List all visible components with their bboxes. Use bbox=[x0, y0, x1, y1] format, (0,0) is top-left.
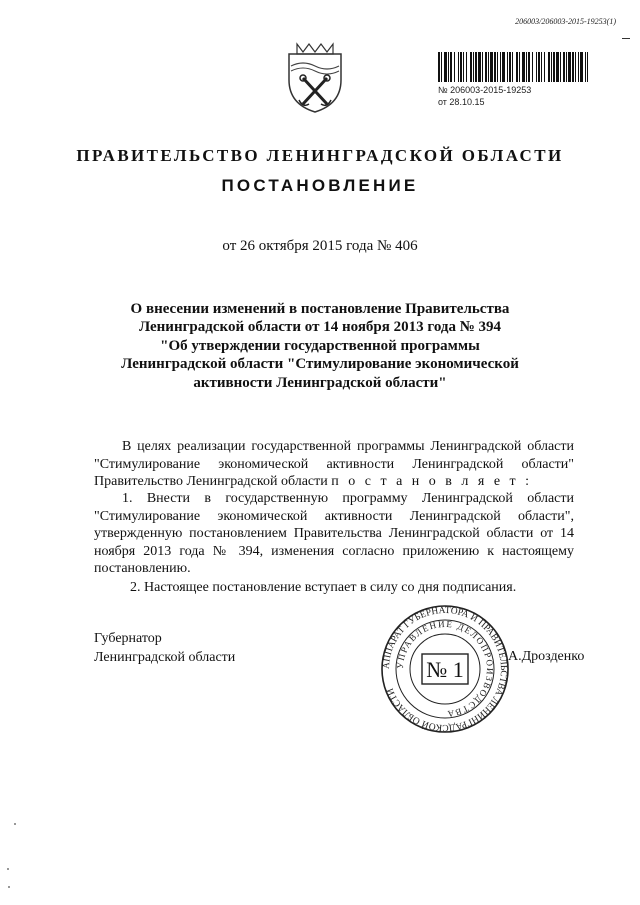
subject-line: Ленинградской области от 14 ноября 2013 года № 394 bbox=[138, 319, 502, 336]
barcode-bar bbox=[587, 52, 588, 82]
barcode-bar bbox=[460, 52, 462, 82]
scan-speck bbox=[8, 886, 10, 888]
barcode-bar bbox=[485, 52, 487, 82]
barcode-bar bbox=[482, 52, 483, 82]
scan-speck bbox=[7, 868, 9, 870]
barcode-bar bbox=[575, 52, 576, 82]
corner-mark bbox=[622, 38, 630, 39]
barcode-bar bbox=[553, 52, 555, 82]
barcode-bar bbox=[494, 52, 496, 82]
stamp-outer-text: АППАРАТ ГУБЕРНАТОРА И ПРАВИТЕЛЬСТВА ЛЕНИНГРАДСКОЙ ОБЛАСТИ bbox=[381, 605, 509, 733]
barcode-bar bbox=[448, 52, 449, 82]
subject-line: Ленинградской области "Стимулирование экономической bbox=[121, 356, 519, 373]
barcode-bar bbox=[490, 52, 493, 82]
signatory-name: А.Дрозденко bbox=[508, 649, 585, 664]
document-subject bbox=[120, 300, 520, 392]
subject-line: "Об утверждении государственной программы bbox=[160, 337, 480, 354]
barcode-bar bbox=[463, 52, 464, 82]
barcode-bar bbox=[519, 52, 520, 82]
barcode-bar bbox=[478, 52, 481, 82]
signatory-region: Ленинградской области bbox=[94, 650, 236, 665]
barcode-bar bbox=[541, 52, 542, 82]
registration-info bbox=[438, 84, 531, 108]
signatory-role bbox=[94, 629, 235, 667]
barcode-bar bbox=[580, 52, 583, 82]
barcode-bar bbox=[507, 52, 508, 82]
barcode-bar bbox=[454, 52, 455, 82]
document-type: ПОСТАНОВЛЕНИЕ bbox=[221, 176, 419, 195]
document-date: от 26 октября 2015 года № 406 bbox=[222, 238, 418, 254]
item-2-paragraph: 2. Настоящее постановление вступает в силу со дня подписания. bbox=[130, 580, 517, 595]
barcode-bar bbox=[458, 52, 459, 82]
official-stamp bbox=[380, 604, 510, 734]
barcode-bar bbox=[470, 52, 472, 82]
barcode-bar bbox=[502, 52, 505, 82]
intro-paragraph bbox=[94, 438, 574, 491]
barcode-bar bbox=[475, 52, 477, 82]
signatory-title: Губернатор bbox=[94, 631, 162, 646]
barcode-bar bbox=[560, 52, 561, 82]
government-title: ПРАВИТЕЛЬСТВО ЛЕНИНГРАДСКОЙ ОБЛАСТИ bbox=[76, 146, 564, 165]
barcode-bar bbox=[536, 52, 537, 82]
barcode-bar bbox=[568, 52, 571, 82]
barcode-bar bbox=[500, 52, 501, 82]
barcode-bar bbox=[526, 52, 527, 82]
barcode-bar bbox=[551, 52, 552, 82]
stamp-inner-text: УПРАВЛЕНИЕ ДЕЛОПРОИЗВОДСТВА bbox=[394, 618, 496, 720]
barcode-bar bbox=[585, 52, 586, 82]
barcode-bar bbox=[466, 52, 467, 82]
barcode-bar bbox=[438, 52, 440, 82]
barcode-bar bbox=[563, 52, 565, 82]
barcode-bar bbox=[450, 52, 452, 82]
scan-speck bbox=[14, 823, 16, 825]
resolves-word: п о с т а н о в л я е т : bbox=[331, 474, 533, 490]
registration-number: № 206003-2015-19253 bbox=[438, 85, 532, 95]
barcode-bar bbox=[528, 52, 530, 82]
barcode-bar bbox=[544, 52, 545, 82]
barcode-bar bbox=[512, 52, 513, 82]
stamp-center-number: № 1 bbox=[426, 657, 464, 682]
intro-text: В целях реализации государственной программы Ленинградской области "Стимулирование экономической активности Ленинградской области" Правительство Ленинградской области bbox=[94, 439, 574, 490]
barcode-bar bbox=[473, 52, 474, 82]
subject-line: активности Ленинградской области" bbox=[193, 374, 447, 391]
barcode-bar bbox=[444, 52, 447, 82]
barcode-bar bbox=[497, 52, 498, 82]
item-1-paragraph: 1. Внести в государственную программу Ленинградской области "Стимулирование экономической активности Ленинградской области", утвержденную постановлением Правительства Ленинградской области от 14 ноября 2013 года № 394, изменения согласно приложению к настоящему постановлению. bbox=[94, 491, 574, 577]
registration-reference: 206003/206003-2015-19253(1) bbox=[515, 17, 616, 26]
barcode-bar bbox=[509, 52, 511, 82]
barcode-bar bbox=[516, 52, 518, 82]
coat-of-arms-icon bbox=[285, 40, 345, 114]
barcode-bar bbox=[538, 52, 540, 82]
registration-date: от 28.10.15 bbox=[438, 97, 485, 107]
barcode-bar bbox=[548, 52, 550, 82]
barcode-bar bbox=[522, 52, 525, 82]
barcode-bar bbox=[488, 52, 489, 82]
subject-line: О внесении изменений в постановление Правительства bbox=[130, 301, 510, 317]
barcode-bar bbox=[566, 52, 567, 82]
barcode bbox=[438, 52, 588, 82]
barcode-bar bbox=[572, 52, 574, 82]
barcode-bar bbox=[532, 52, 533, 82]
barcode-bar bbox=[441, 52, 442, 82]
barcode-bar bbox=[556, 52, 559, 82]
barcode-bar bbox=[578, 52, 579, 82]
